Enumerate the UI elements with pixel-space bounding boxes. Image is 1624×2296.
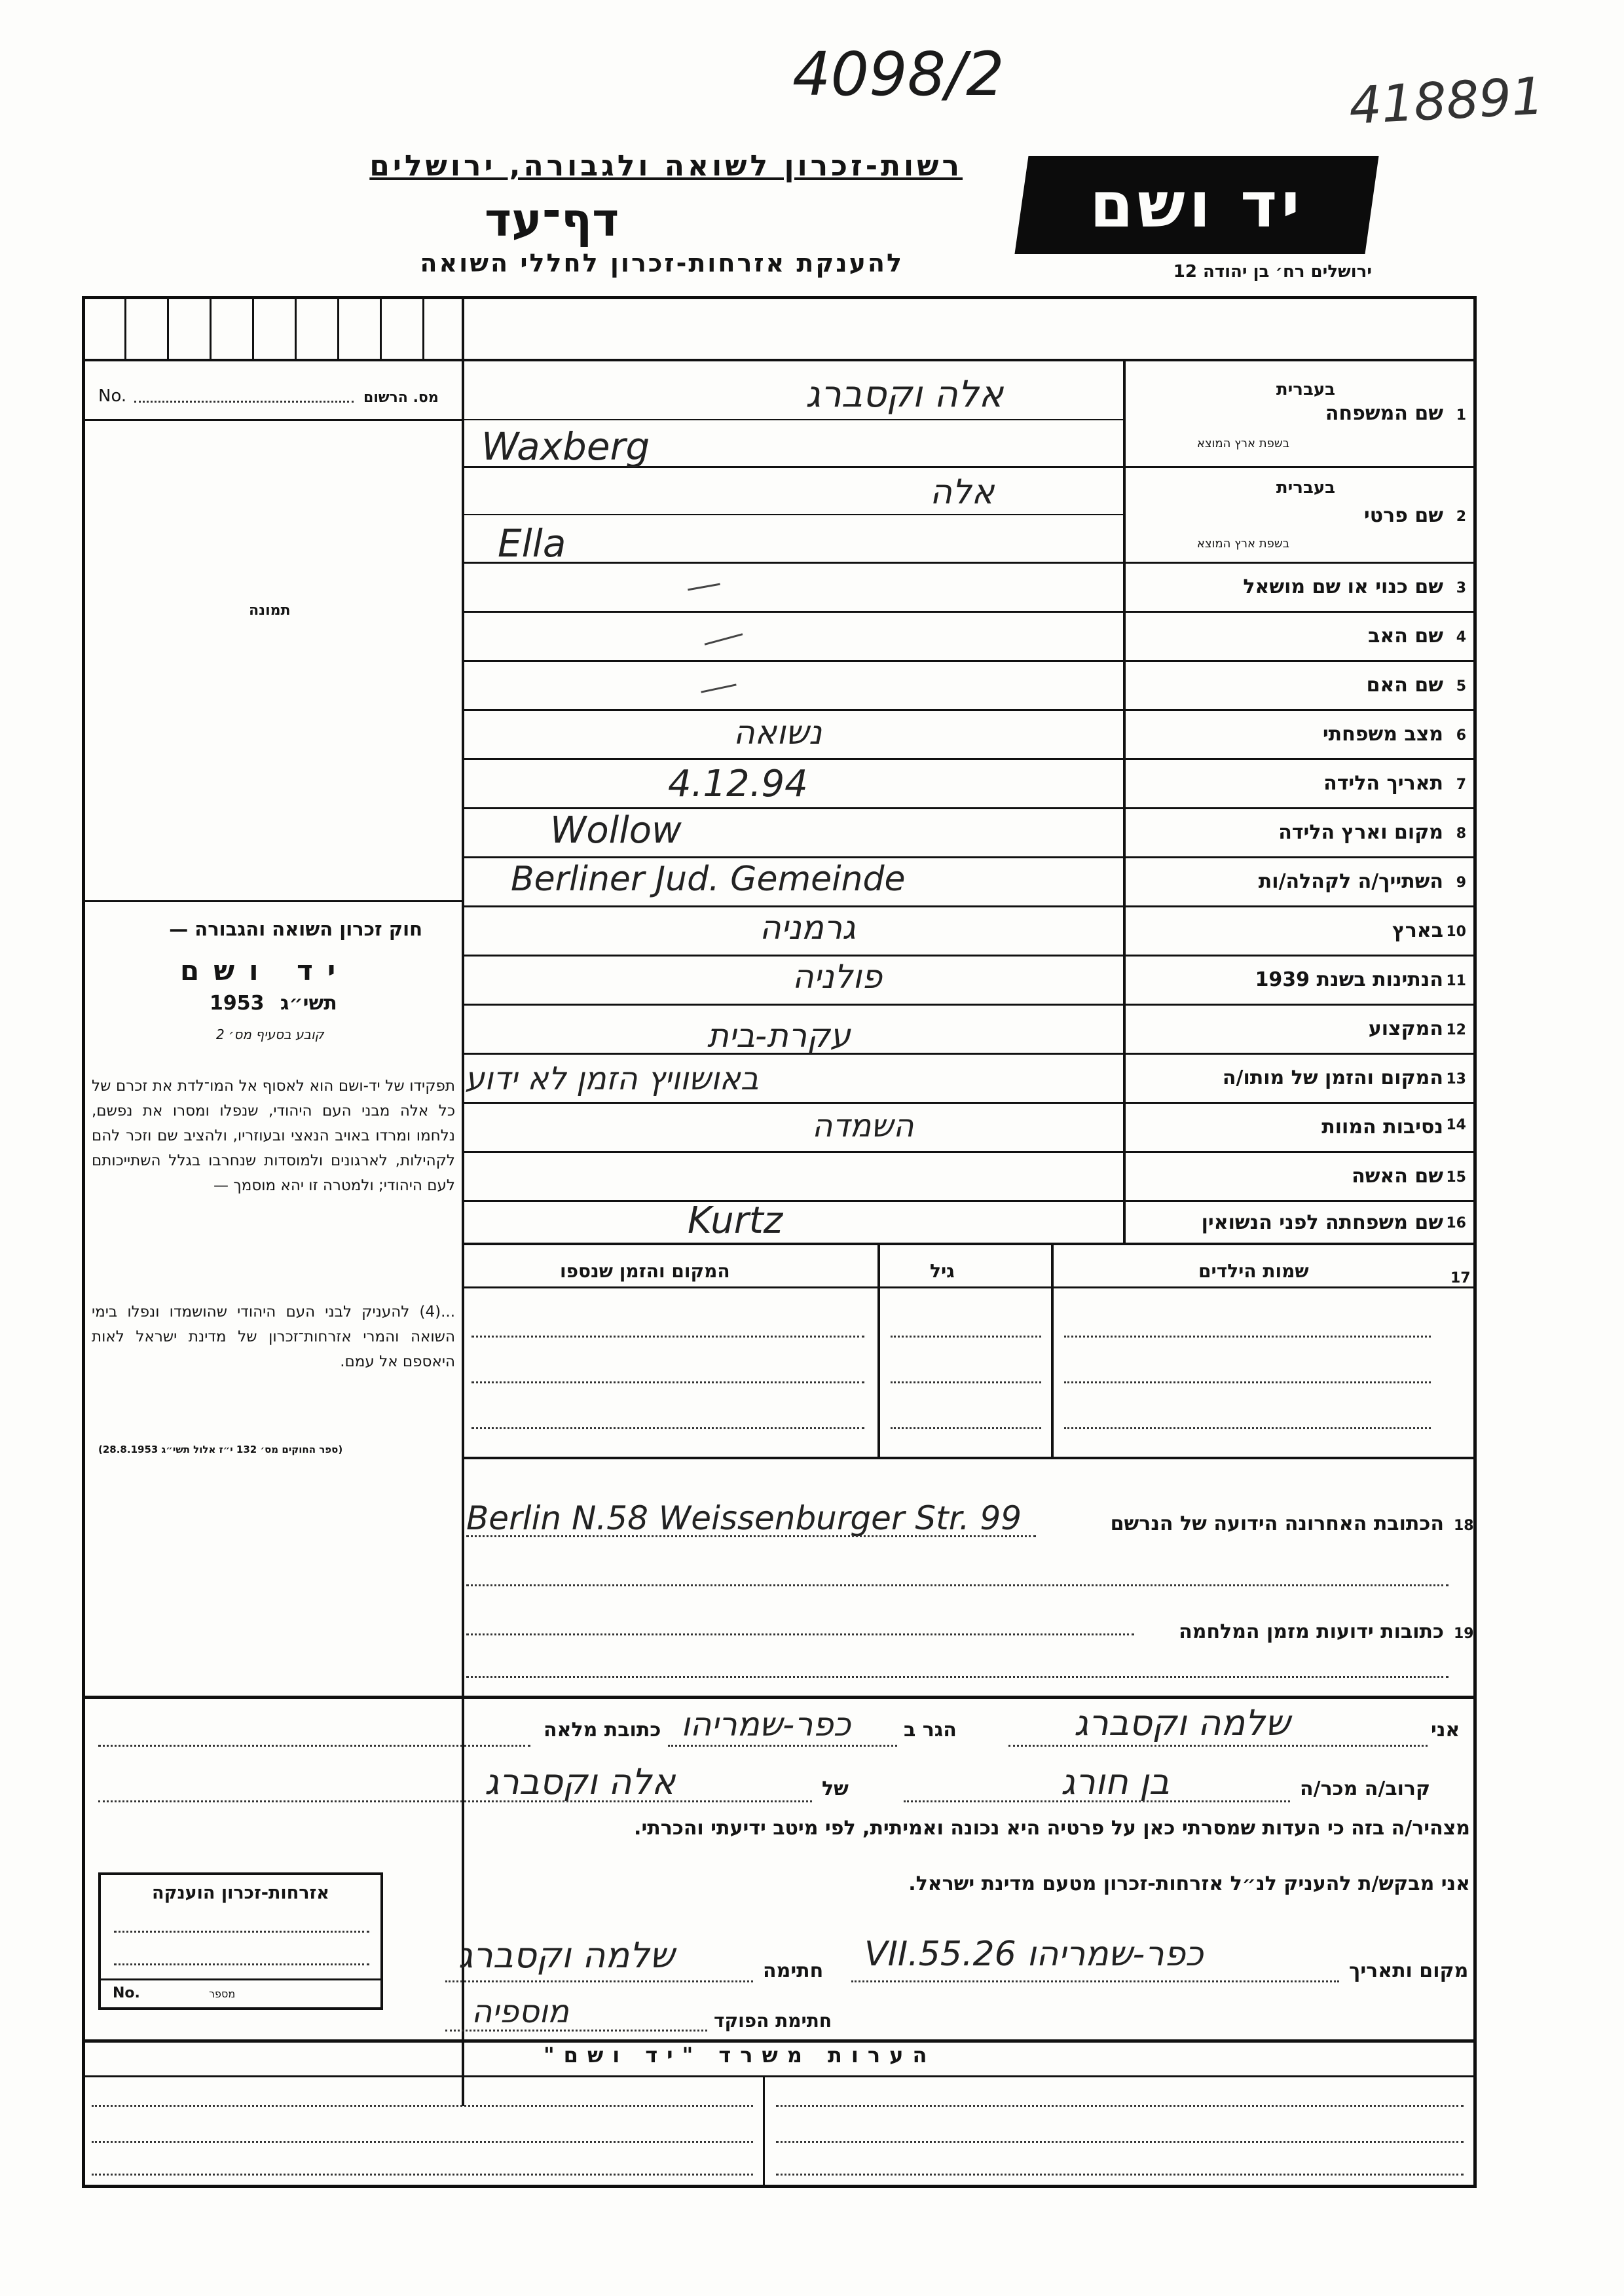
- field-wife-name[interactable]: [1126, 1153, 1473, 1200]
- officer-signature-field[interactable]: [445, 2030, 707, 2032]
- maiden-name-value: Kurtz: [688, 1199, 783, 1242]
- field-label: שם האשה: [1352, 1165, 1443, 1188]
- field-sub-hebrew: בעברית: [1276, 380, 1335, 399]
- notes-line[interactable]: [92, 2174, 753, 2176]
- no-label: No.: [98, 386, 127, 406]
- field-number: 11: [1446, 973, 1466, 989]
- field-number: 12: [1446, 1022, 1466, 1038]
- field-label: שם משפחתה לפני הנשואין: [1201, 1211, 1443, 1234]
- death-circumstances-value: השמדה: [812, 1108, 914, 1144]
- award-no-label: No.: [113, 1985, 140, 2001]
- archive-number: 418891: [1347, 67, 1545, 136]
- of-value: אלה וקסברג: [485, 1761, 676, 1802]
- field-marital-status[interactable]: [1126, 711, 1473, 758]
- wartime-address-line-2[interactable]: [466, 1676, 1449, 1678]
- field-number: 16: [1446, 1215, 1466, 1231]
- country-value: גרמניה: [760, 909, 856, 947]
- field-label: בארץ: [1392, 919, 1443, 942]
- notes-divider: [763, 2075, 765, 2188]
- first-name-foreign-value: Ella: [498, 521, 566, 566]
- wartime-address-label: כתובות ידועות מזמן המלחמה: [1179, 1620, 1444, 1643]
- place-date-label: מקום ותאריך: [1349, 1959, 1469, 1982]
- field-number: 10: [1446, 924, 1466, 940]
- award-box-title: אזרחות-זכרון הוענקה: [152, 1883, 329, 1903]
- office-notes-title: הערות משרד "יד ושם": [544, 2043, 936, 2068]
- field-alias[interactable]: [1126, 564, 1473, 611]
- field-label: שם האם: [1366, 674, 1443, 697]
- field-death-circumstances[interactable]: [1126, 1104, 1473, 1151]
- notes-line[interactable]: [776, 2174, 1464, 2176]
- relative-value: בן חורג: [1061, 1761, 1170, 1802]
- law-name: יד ושם: [180, 955, 350, 987]
- field-number: 8: [1456, 826, 1466, 842]
- family-name-hebrew-value: אלה וקסברג: [805, 373, 1004, 416]
- field-number: 3: [1456, 580, 1466, 596]
- wartime-address-line-1[interactable]: [466, 1633, 1134, 1635]
- children-names-header: שמות הילדים: [1198, 1260, 1309, 1282]
- award-number-label: מספר: [209, 1988, 236, 2000]
- field-first-name[interactable]: [1126, 468, 1473, 562]
- field-label: הנתינות בשנת 1939: [1255, 968, 1443, 991]
- of-field[interactable]: [98, 1800, 812, 1802]
- law-title: חוק זכרון השואה והגבורה —: [169, 918, 422, 940]
- office-address: ירושלים רח׳ בן יהודה 12: [1173, 262, 1372, 282]
- birth-date-value: 4.12.94: [668, 763, 808, 805]
- field-family-name[interactable]: [1126, 361, 1473, 466]
- field-label: שם האב: [1368, 625, 1443, 647]
- law-text-citizenship: ...(4) להעניק לבני העם היהודי שהושמדו ונפלו בימי השואה והמרי אזרחות־זכרון של מדינת ישראל לאות היאספם אל עמם.: [92, 1303, 455, 1370]
- wartime-address-number: 19: [1454, 1626, 1474, 1642]
- field-label: שם המשפחה: [1325, 402, 1443, 425]
- field-number: 14: [1446, 1117, 1466, 1133]
- law-year-hebrew: תשי״ג: [280, 992, 337, 1015]
- award-box: [98, 1872, 383, 2010]
- declarant-label: אני: [1431, 1719, 1460, 1741]
- photo-bottom-line: [82, 900, 464, 902]
- citizenship-request: אני מבקש/ת להעניק לנ״ל אזרחות-זכרון מטעם מדינת ישראל.: [908, 1872, 1470, 1895]
- signature-field[interactable]: [445, 1980, 753, 1982]
- field-number: 5: [1456, 678, 1466, 695]
- law-year-row: [210, 992, 337, 1015]
- registration-label: מס. הרשום: [363, 390, 439, 406]
- field-label: נסיבות המוות: [1321, 1116, 1443, 1139]
- logo-text: יד ושם: [1090, 168, 1304, 242]
- last-address-line-1[interactable]: [466, 1535, 1036, 1537]
- field-number: 1: [1456, 407, 1466, 424]
- place-date-field[interactable]: [851, 1980, 1339, 1982]
- children-field-number: 17: [1450, 1270, 1471, 1286]
- declaration-statement: מצהיר/ה בזה כי העדות שמסרתי כאן על פרטיה היא נכונה ואמיתית, לפי מיטב ידיעתי והכרתי.: [634, 1817, 1470, 1840]
- field-mother-name[interactable]: [1126, 662, 1473, 709]
- field-label: שם כנוי או שם מושאל: [1243, 575, 1443, 598]
- field-number: 13: [1446, 1071, 1466, 1087]
- law-text-purpose: תפקידו של יד-ושם הוא לאסוף אל המו־לדת את זכרם של כל אלה מבני העם היהודי, שנפלו ומסרו את נפשם, נלחמו ומרדו באויב הנאצי ובעוזריו, ולהציב שם וזכר להם לקהילות, לארגונים ולמוסדות שנחרבו בגלל השתייכותם לעם היהודי; ולמטרה זו יהא מוסמך —: [92, 1078, 455, 1194]
- children-age-header: גיל: [930, 1260, 955, 1282]
- field-sub-origin: בשפת ארץ המוצא: [1196, 537, 1289, 551]
- relative-label: קרוב/ה מכר/ה: [1300, 1777, 1431, 1800]
- birth-place-value: Wollow: [550, 809, 682, 852]
- field-label: מקום וארץ הלידה: [1278, 821, 1443, 844]
- occupation-value: עקרת-בית: [707, 1017, 851, 1055]
- full-address-field[interactable]: [98, 1745, 530, 1747]
- field-birth-date[interactable]: [1126, 760, 1473, 807]
- field-sub-origin: בשפת ארץ המוצא: [1196, 437, 1289, 450]
- field-label: תאריך הלידה: [1323, 772, 1443, 795]
- marital-status-value: נשואה: [733, 714, 822, 752]
- field-birth-place[interactable]: [1126, 809, 1473, 856]
- field-number: 4: [1456, 629, 1466, 646]
- form-subtitle: להענקת אזרחות-זכרון לחללי השואה: [420, 249, 904, 278]
- officer-signature-label: חתימת הפוקד: [714, 2010, 832, 2032]
- field-number: 9: [1456, 875, 1466, 891]
- children-place-header: המקום והזמן שנספו: [560, 1260, 730, 1282]
- signature-label: חתימה: [763, 1959, 824, 1982]
- lives-in-value: כפר-שמריהו: [681, 1705, 851, 1743]
- field-occupation[interactable]: [1126, 1006, 1473, 1053]
- notes-line[interactable]: [776, 2105, 1464, 2107]
- declarant-field[interactable]: [1008, 1745, 1428, 1747]
- last-address-value: Berlin N.58 Weissenburger Str. 99: [466, 1499, 1022, 1537]
- field-label: שם פרטי: [1363, 504, 1443, 527]
- form-title: דף־עד: [485, 193, 619, 247]
- authority-name: רשות-זכרון לשואה ולגבורה, ירושלים: [369, 149, 963, 183]
- field-death-place-time[interactable]: [1126, 1055, 1473, 1102]
- declarant-value: שלמה וקסברג: [1074, 1702, 1291, 1743]
- community-value: Berliner Jud. Gemeinde: [511, 860, 906, 899]
- notes-line[interactable]: [92, 2141, 753, 2143]
- field-father-name[interactable]: [1126, 613, 1473, 660]
- last-address-label: הכתובת האחרונה הידועה של הנרשם: [1110, 1512, 1444, 1535]
- field-label: מצב משפחתי: [1322, 723, 1443, 746]
- file-reference-number: 4098/2: [792, 39, 1005, 109]
- last-address-number: 18: [1454, 1518, 1474, 1534]
- first-name-hebrew-value: אלה: [930, 473, 995, 512]
- full-address-label: כתובת מלאה: [544, 1719, 661, 1741]
- field-number: 7: [1456, 776, 1466, 793]
- lives-in-field[interactable]: [668, 1745, 897, 1747]
- declaration-top-line: [82, 1696, 1477, 1699]
- field-citizenship-1939[interactable]: [1126, 957, 1473, 1004]
- law-year-number: 1953: [210, 992, 265, 1015]
- field-country[interactable]: [1126, 907, 1473, 955]
- field-number: 6: [1456, 727, 1466, 744]
- signature-value: שלמה וקסברג: [458, 1935, 675, 1976]
- citizenship-1939-value: פולניה: [792, 958, 883, 996]
- place-date-value: כפר-שמריהו 26.VII.55: [864, 1935, 1204, 1974]
- relative-field[interactable]: [904, 1800, 1290, 1802]
- field-label: המקום והזמן של מותו/ה: [1222, 1066, 1443, 1089]
- field-sub-hebrew: בעברית: [1276, 478, 1335, 498]
- family-name-foreign-value: Waxberg: [481, 424, 650, 469]
- field-label: השתייך/ה לקהלה/ות: [1258, 870, 1443, 893]
- notes-line[interactable]: [776, 2141, 1464, 2143]
- field-maiden-name[interactable]: [1126, 1202, 1473, 1243]
- field-number: 15: [1446, 1169, 1466, 1186]
- last-address-line-2[interactable]: [466, 1584, 1449, 1586]
- law-clause: קובע בסעיף מס׳ 2: [216, 1027, 324, 1042]
- photo-label: תמונה: [249, 602, 291, 619]
- field-label: המקצוע: [1368, 1017, 1443, 1040]
- field-number: 2: [1456, 509, 1466, 525]
- notes-line[interactable]: [92, 2105, 753, 2107]
- field-community[interactable]: [1126, 858, 1473, 905]
- officer-signature-value: מוספיה: [471, 1994, 569, 2030]
- law-reference: (ספר החוקים מס׳ 132 י״ז אלול תשי״ג 28.8.1953): [98, 1444, 343, 1455]
- lives-in-label: הגר ב: [904, 1719, 957, 1741]
- yad-vashem-logo: [1014, 156, 1378, 254]
- notes-header-line: [82, 2075, 1477, 2077]
- of-label: של: [822, 1777, 849, 1800]
- death-place-time-value: באושוויץ הזמן לא ידוע: [465, 1061, 759, 1097]
- registration-number-field[interactable]: [134, 401, 354, 403]
- photo-top-line: [82, 419, 464, 421]
